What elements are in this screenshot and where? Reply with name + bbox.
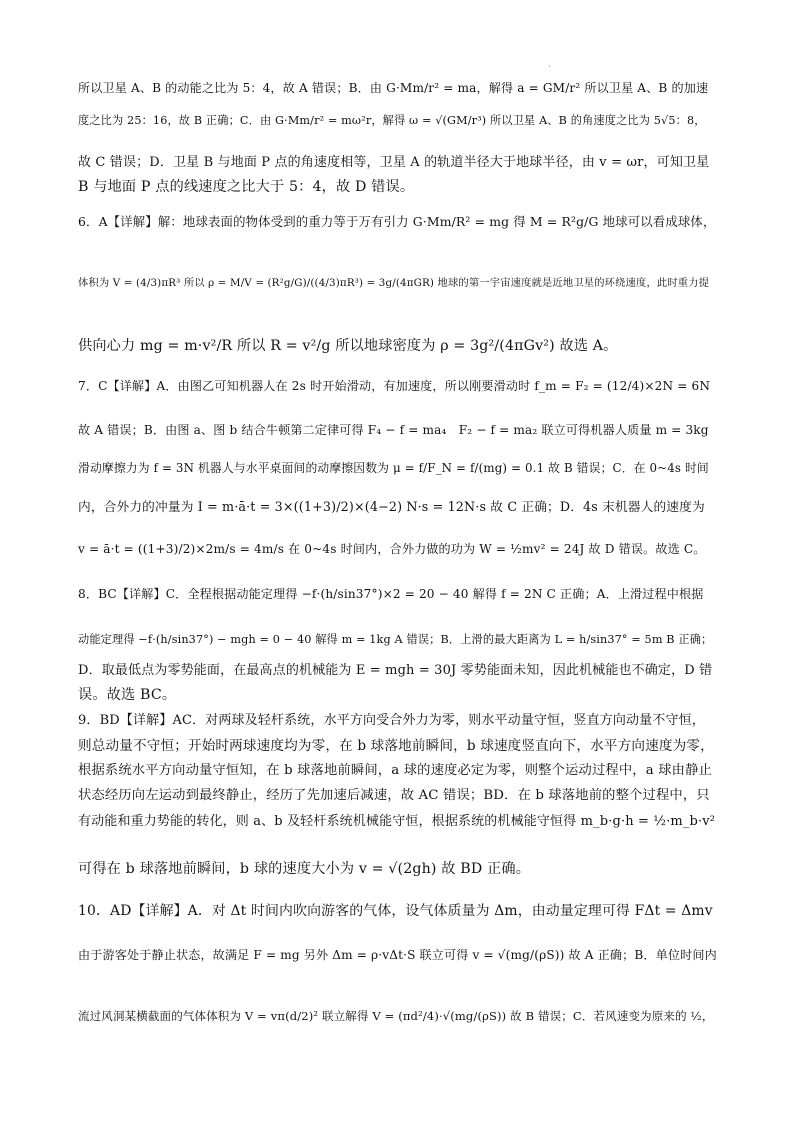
text-line: 9．BD【详解】AC．对两球及轻杆系统，水平方向受合外力为零，则水平动量守恒，竖直方向动量不守恒， [78, 713, 705, 728]
text-line: 体积为 V = (4/3)πR³ 所以 ρ = M/V = (R²g/G)/((4/3)πR³) = 3g/(4πGR) 地球的第一宇宙速度就是近地卫星的环绕速度，此时重力提 [78, 277, 710, 289]
text-line: 滑动摩擦力为 f = 3N 机器人与水平桌面间的动摩擦因数为 μ = f/F_N = f/(mg) = 0.1 故 B 错误；C．在 0~4s 时间 [78, 461, 709, 475]
text-line: 故 A 错误；B．由图 a、图 b 结合牛顿第二定律可得 F₄ − f = ma₄ F₂ − f = ma₂ 联立可得机器人质量 m = 3kg [78, 423, 709, 437]
text-line: 所以卫星 A、B 的动能之比为 5：4，故 A 错误；B．由 G·Mm/r² = ma，解得 a = GM/r² 所以卫星 A、B 的加速 [78, 81, 709, 95]
text-line: 动能定理得 −f·(h/sin37°) − mgh = 0 − 40 解得 m = 1kg A 错误；B．上滑的最大距离为 L = h/sin37° = 5m B 正确； [78, 633, 713, 646]
text-line: 故 C 错误；D．卫星 B 与地面 P 点的角速度相等，卫星 A 的轨道半径大于地球半径，由 v = ωr，可知卫星 [78, 155, 710, 170]
text-line: 可得在 b 球落地前瞬间，b 球的速度大小为 v = √(2gh) 故 BD 正确。 [78, 861, 531, 877]
text-line: v = ā·t = ((1+3)/2)×2m/s = 4m/s 在 0~4s 时间内，合外力做的功为 W = ½mv² = 24J 故 D 错误。故选 C。 [78, 542, 706, 556]
text-line: 8．BC【详解】C．全程根据动能定理得 −f·(h/sin37°)×2 = 20 − 40 解得 f = 2N C 正确；A．上滑过程中根据 [78, 587, 704, 601]
text-line: 度之比为 25：16，故 B 正确；C．由 G·Mm/r² = mω²r，解得 ω = √(GM/r³) 所以卫星 A、B 的角速度之比为 5√5：8， [78, 114, 706, 127]
page-marker: · [548, 62, 551, 72]
text-line: 6．A【详解】解：地球表面的物体受到的重力等于万有引力 G·Mm/R² = mg 得 M = R²g/G 地球可以看成球体， [78, 214, 716, 229]
text-line: 根据系统水平方向动量守恒知，在 b 球落地前瞬间，a 球的速度必定为零，则整个运动过程中，a 球由静止 [78, 763, 712, 778]
text-line: 状态经历向左运动到最终静止，经历了先加速后减速，故 AC 错误；BD．在 b 球落地前的整个过程中，只 [78, 788, 710, 803]
text-line: 由于游客处于静止状态，故满足 F = mg 另外 Δm = ρ·vΔt·S 联立可得 v = √(mg/(ρS)) 故 A 正确；B．单位时间内 [78, 948, 717, 962]
text-line: 10．AD【详解】A．对 Δt 时间内吹向游客的气体，设气体质量为 Δm，由动量定理可得 FΔt = Δmv [78, 903, 713, 919]
text-line: 有动能和重力势能的转化，则 a、b 及轻杆系统机械能守恒，根据系统的机械能守恒得 m_b·g·h = ½·m_b·v² [78, 814, 716, 829]
text-line: B 与地面 P 点的线速度之比大于 5：4，故 D 错误。 [78, 179, 415, 195]
text-line: 7．C【详解】A．由图乙可知机器人在 2s 时开始滑动，有加速度，所以刚要滑动时 f_m = F₂ = (12/4)×2N = 6N [78, 379, 711, 393]
text-line: 流过风洞某横截面的气体体积为 V = vπ(d/2)² 联立解得 V = (πd²/4)·√(mg/(ρS)) 故 B 错误；C．若风速变为原来的 ½， [78, 1009, 714, 1023]
text-line: 则总动量不守恒；开始时两球速度均为零，在 b 球落地前瞬间，b 球速度竖直向下，水平方向速度为零， [78, 738, 714, 754]
text-line: D．取最低点为零势能面，在最高点的机械能为 E = mgh = 30J 零势能面未知，因此机械能也不确定，D 错 [78, 663, 713, 678]
text-line: 供向心力 mg = m·v²/R 所以 R = v²/g 所以地球密度为 ρ = 3g²/(4πGv²) 故选 A。 [78, 338, 618, 354]
text-line: 误。故选 BC。 [78, 687, 177, 703]
text-line: 内，合外力的冲量为 I = m·ā·t = 3×((1+3)/2)×(4−2) N·s = 12N·s 故 C 正确；D．4s 末机器人的速度为 [78, 499, 705, 514]
